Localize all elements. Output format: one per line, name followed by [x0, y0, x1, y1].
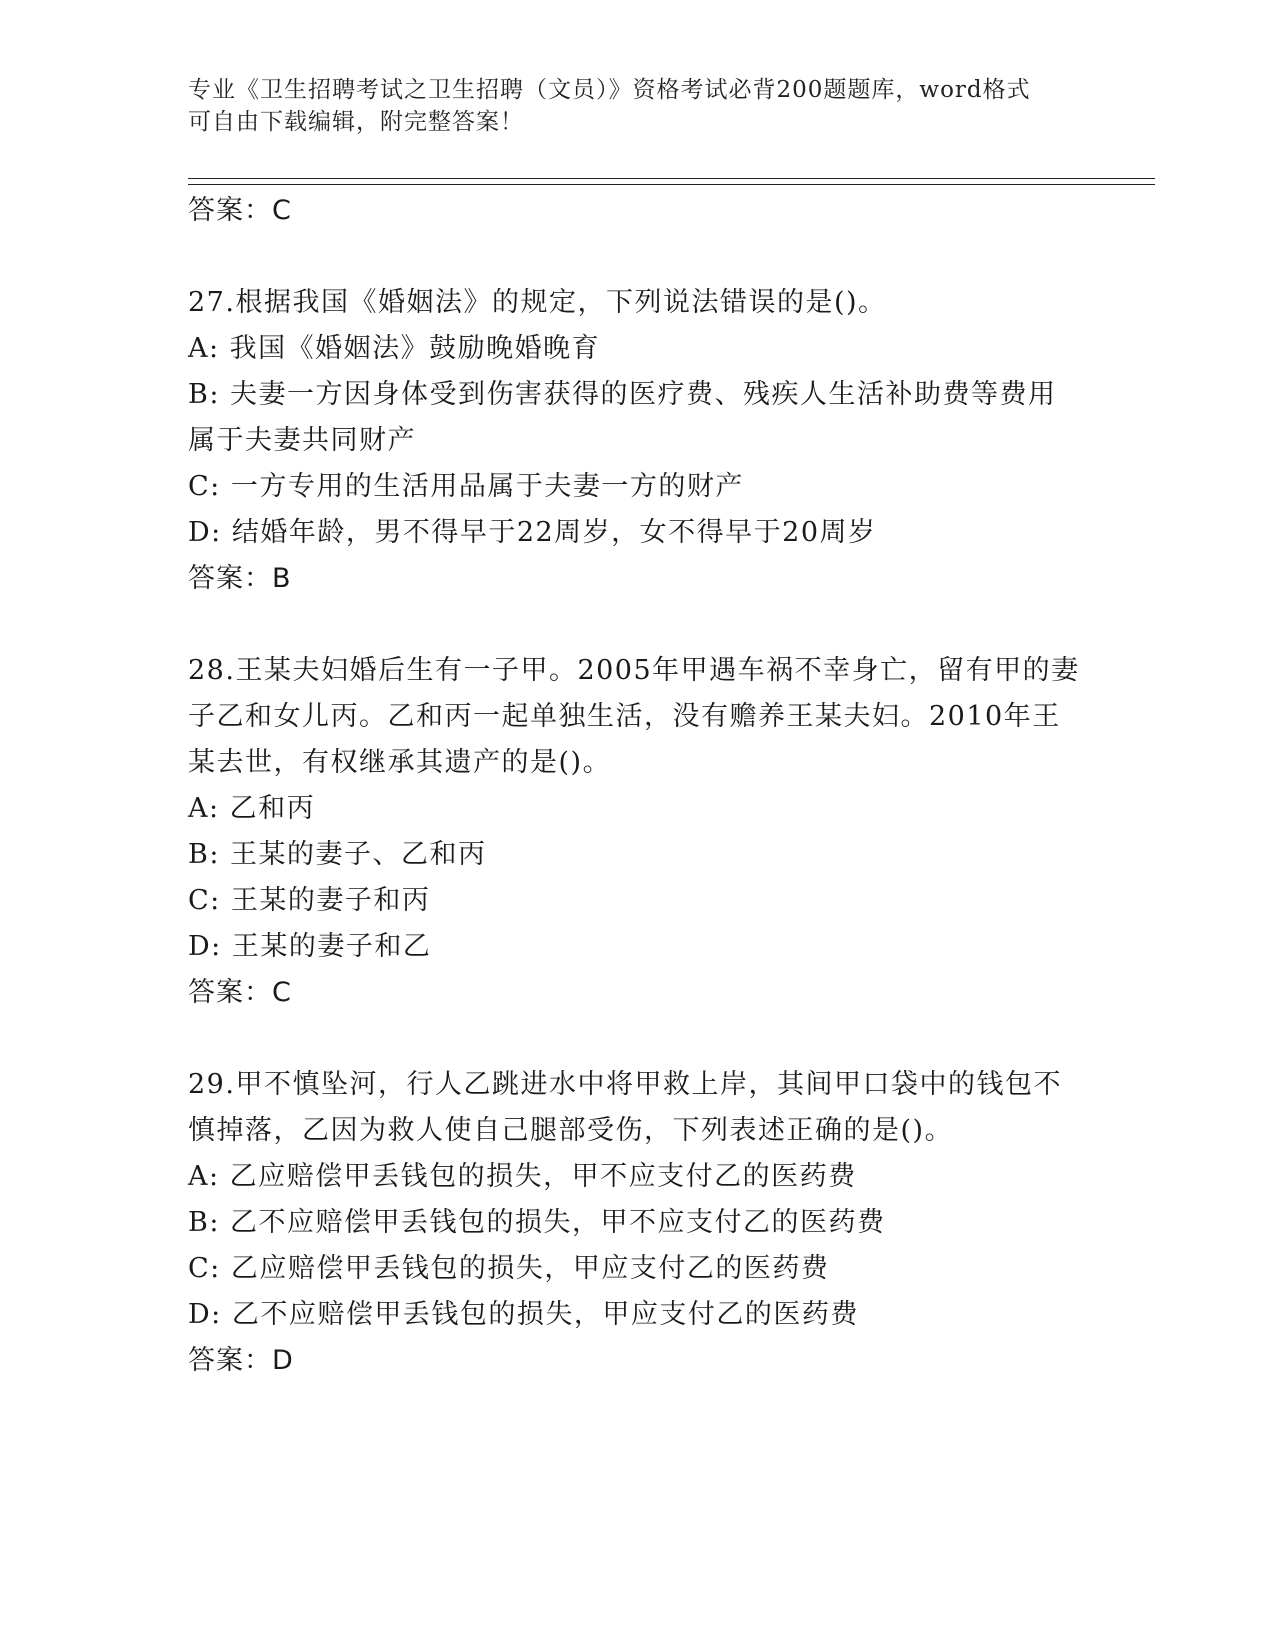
header-divider-top [188, 178, 1155, 179]
question-stem: 27.根据我国《婚姻法》的规定，下列说法错误的是()。 [188, 287, 887, 318]
option-b-continued: 属于夫妻共同财产 [188, 425, 416, 456]
header-line-1: 专业《卫生招聘考试之卫生招聘（文员）》资格考试必背200题题库，word格式 [188, 77, 1031, 103]
question-stem-continued: 子乙和女儿丙。乙和丙一起单独生活，没有赡养王某夫妇。2010年王 [188, 701, 1061, 732]
header-line-2: 可自由下载编辑，附完整答案！ [188, 109, 524, 135]
question-29 [188, 1062, 1088, 1384]
option-a: A: 我国《婚姻法》鼓励晚婚晚育 [188, 333, 601, 364]
option-a: A: 乙和丙 [188, 793, 316, 824]
option-b: B: 夫妻一方因身体受到伤害获得的医疗费、残疾人生活补助费等费用 [188, 379, 1057, 410]
option-b: B: 王某的妻子、乙和丙 [188, 839, 487, 870]
option-d: D: 结婚年龄，男不得早于22周岁，女不得早于20周岁 [188, 517, 877, 548]
answer: 答案：B [188, 563, 292, 594]
question-stem: 29.甲不慎坠河，行人乙跳进水中将甲救上岸，其间甲口袋中的钱包不 [188, 1069, 1062, 1100]
question-list [188, 188, 1088, 1384]
question-stem: 28.王某夫妇婚后生有一子甲。2005年甲遇车祸不幸身亡，留有甲的妻 [188, 655, 1080, 686]
option-c: C: 乙应赔偿甲丢钱包的损失，甲应支付乙的医药费 [188, 1253, 830, 1284]
option-d: D: 王某的妻子和乙 [188, 931, 432, 962]
page-header [188, 74, 1088, 138]
spacer [188, 234, 1088, 280]
option-a: A: 乙应赔偿甲丢钱包的损失，甲不应支付乙的医药费 [188, 1161, 857, 1192]
option-c: C: 王某的妻子和丙 [188, 885, 431, 916]
question-stem-continued: 慎掉落，乙因为救人使自己腿部受伤，下列表述正确的是()。 [188, 1115, 954, 1146]
spacer [188, 1016, 1088, 1062]
question-27 [188, 280, 1088, 602]
header-divider-bottom [188, 184, 1155, 185]
option-d: D: 乙不应赔偿甲丢钱包的损失，甲应支付乙的医药费 [188, 1299, 859, 1330]
answer: 答案：C [188, 977, 292, 1008]
option-b: B: 乙不应赔偿甲丢钱包的损失，甲不应支付乙的医药费 [188, 1207, 886, 1238]
question-28 [188, 648, 1088, 1016]
answer-previous: 答案：C [188, 195, 292, 226]
spacer [188, 602, 1088, 648]
option-c: C: 一方专用的生活用品属于夫妻一方的财产 [188, 471, 744, 502]
answer: 答案：D [188, 1345, 294, 1376]
question-stem-continued: 某去世，有权继承其遗产的是()。 [188, 747, 612, 778]
